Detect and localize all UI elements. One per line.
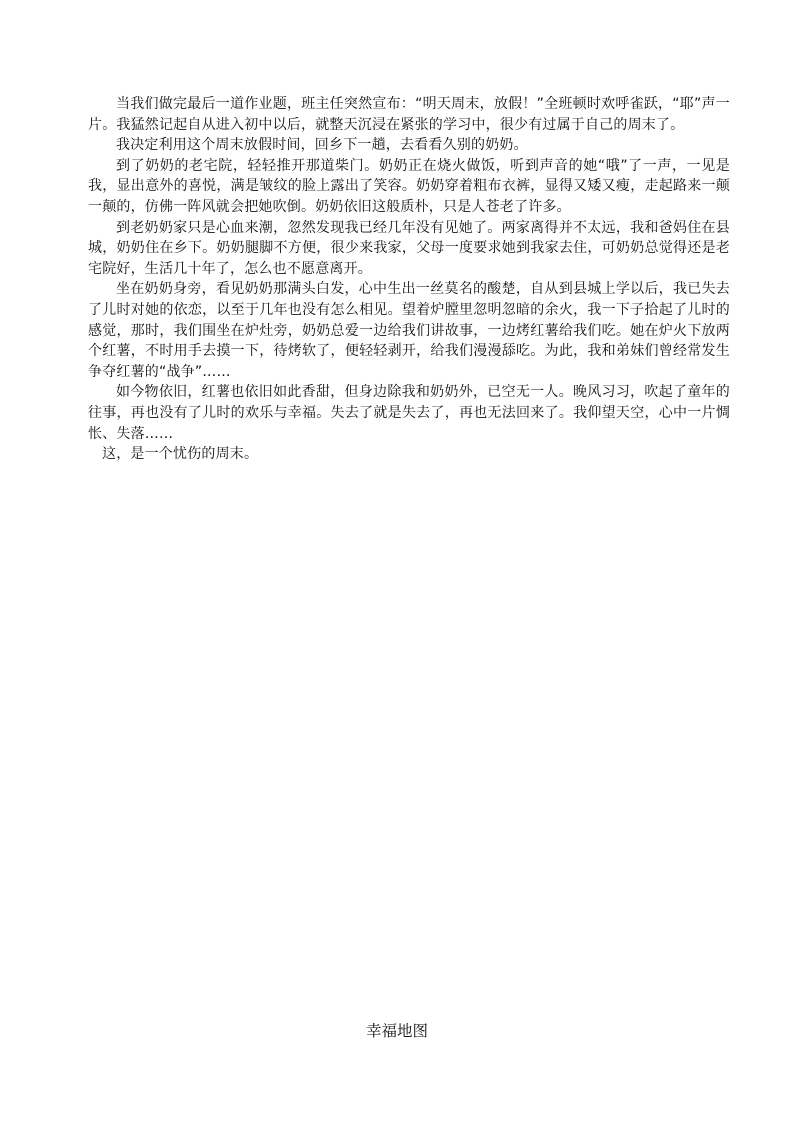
paragraph-1: 当我们做完最后一道作业题，班主任突然宣布：“明天周末，放假！”全班顿时欢呼雀跃，“耶”声一片。我猛然记起自从进入初中以后，就整天沉浸在紧张的学习中，很少有过属于自己的周末了。 <box>88 96 730 133</box>
closing-line: 这，是一个忧伤的周末。 <box>102 446 259 463</box>
paragraph-2: 我决定利用这个周末放假时间，回乡下一趟，去看看久别的奶奶。 <box>116 137 528 154</box>
paragraph-5: 坐在奶奶身旁，看见奶奶那满头白发，心中生出一丝莫名的酸楚，自从到县城上学以后，我已失去了儿时对她的依恋，以至于几年也没有怎么相见。望着炉膛里忽明忽暗的余火，我一下子拾起了儿时的感觉，那时，我们围坐在炉灶旁，奶奶总爱一边给我们讲故事，一边烤红薯给我们吃。她在炉火下放两个红薯，不时用手去摸一下，待烤软了，便轻轻剥开，给我们漫漫舔吃。为此，我和弟妹们曾经常发生争夺红薯的“战争”…… <box>88 281 730 380</box>
footer-title: 幸福地图 <box>365 1022 428 1040</box>
paragraph-6: 如今物依旧，红薯也依旧如此香甜，但身边除我和奶奶外，已空无一人。晚风习习，吹起了童年的往事，再也没有了儿时的欢乐与幸福。失去了就是失去了，再也无法回来了。我仰望天空，心中一片惆怅、失落…… <box>88 384 730 442</box>
paragraph-3: 到了奶奶的老宅院，轻轻推开那道柴门。奶奶正在烧火做饭，听到声音的她“哦”了一声，一见是我，显出意外的喜悦，满是皱纹的脸上露出了笑容。奶奶穿着粗布衣裤，显得又矮又瘦，走起路来一颠一颠的，仿佛一阵风就会把她吹倒。奶奶依旧这般质朴，只是人苍老了许多。 <box>88 157 730 215</box>
paragraph-4: 到老奶奶家只是心血来潮，忽然发现我已经几年没有见她了。两家离得并不太远，我和爸妈住在县城，奶奶住在乡下。奶奶腿脚不方便，很少来我家，父母一度要求她到我家去住，可奶奶总觉得还是老宅院好，生活几十年了，怎么也不愿意离开。 <box>88 219 730 277</box>
essay-body <box>88 94 730 465</box>
